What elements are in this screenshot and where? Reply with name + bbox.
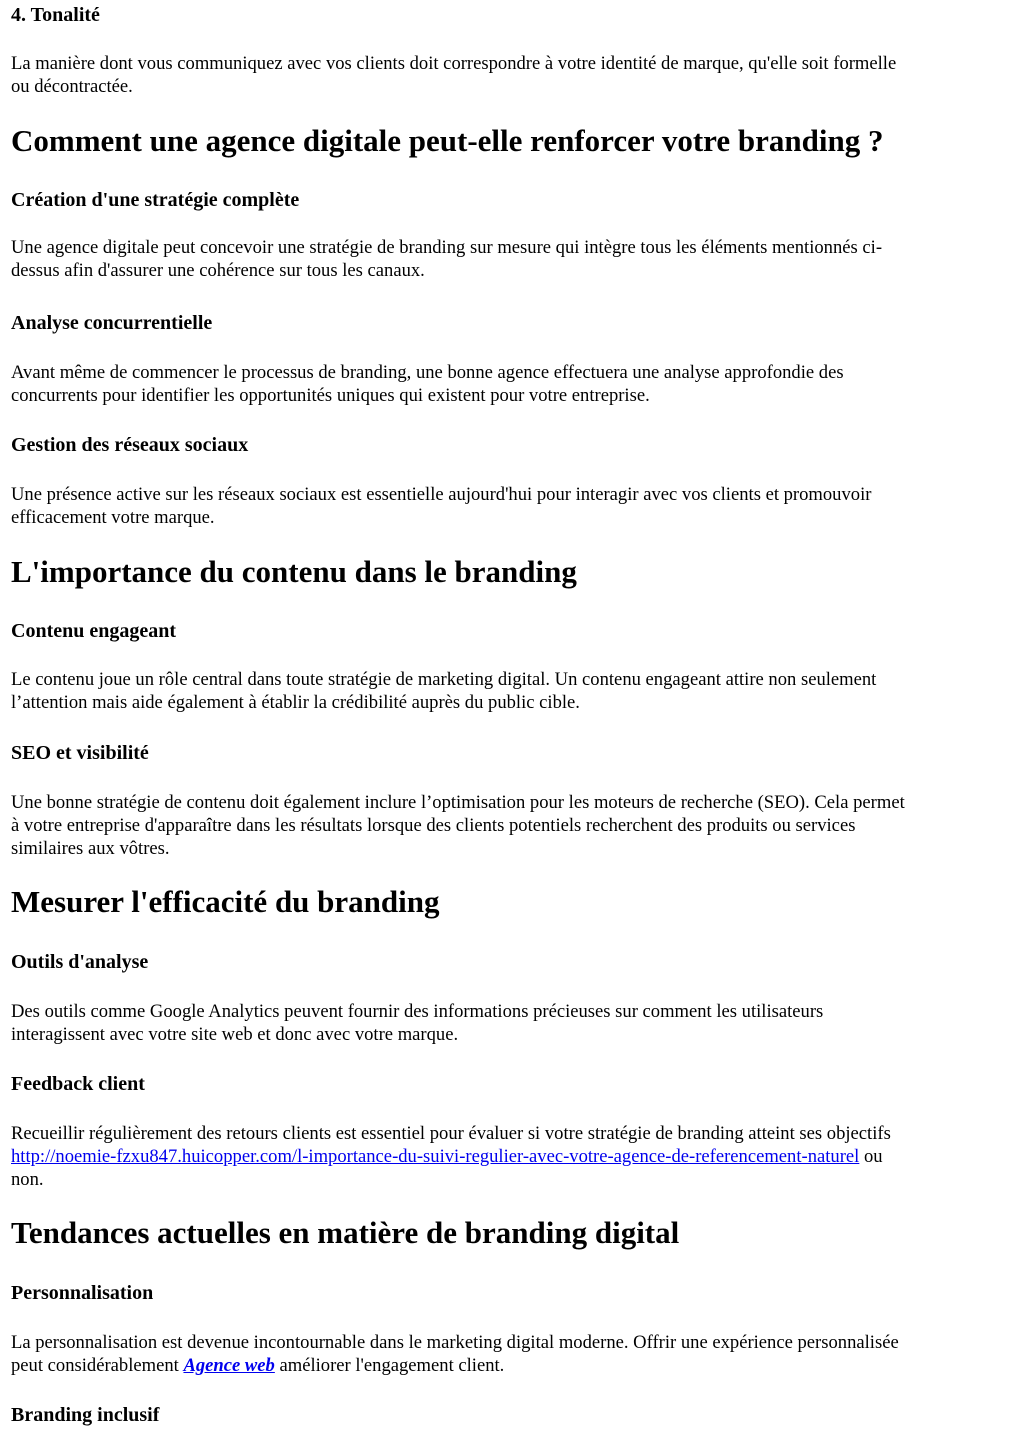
section-heading-contenu: L'importance du contenu dans le branding bbox=[11, 554, 577, 589]
paragraph-concurrence-2: concurrents pour identifier les opportunités uniques qui existent pour votre entreprise. bbox=[11, 385, 650, 406]
personnalisation-prefix: peut considérablement bbox=[11, 1355, 184, 1376]
paragraph-personnalisation-1: La personnalisation est devenue incontournable dans le marketing digital moderne. Offrir une expérience personnalisée bbox=[11, 1332, 899, 1353]
heading-inclusif: Branding inclusif bbox=[11, 1404, 160, 1426]
heading-engageant: Contenu engageant bbox=[11, 620, 177, 642]
heading-feedback: Feedback client bbox=[11, 1073, 145, 1095]
paragraph-feedback-3: non. bbox=[11, 1169, 44, 1190]
paragraph-reseaux-2: efficacement votre marque. bbox=[11, 507, 215, 528]
heading-seo: SEO et visibilité bbox=[11, 742, 149, 764]
heading-reseaux: Gestion des réseaux sociaux bbox=[11, 434, 249, 456]
paragraph-tonalite-2: ou décontractée. bbox=[11, 76, 133, 97]
paragraph-personnalisation-2 bbox=[11, 1354, 504, 1377]
personnalisation-suffix: améliorer l'engagement client. bbox=[274, 1355, 505, 1376]
paragraph-feedback-1: Recueillir régulièrement des retours clients est essentiel pour évaluer si votre stratégie de branding atteint ses objectifs bbox=[11, 1123, 891, 1144]
heading-concurrence: Analyse concurrentielle bbox=[11, 312, 213, 334]
paragraph-reseaux-1: Une présence active sur les réseaux sociaux est essentielle aujourd'hui pour interagir avec vos clients et promouvoir bbox=[11, 484, 872, 505]
paragraph-outils-1: Des outils comme Google Analytics peuvent fournir des informations précieuses sur comment les utilisateurs bbox=[11, 1001, 824, 1022]
feedback-link-suffix: ou bbox=[859, 1146, 883, 1167]
paragraph-seo-3: similaires aux vôtres. bbox=[11, 838, 170, 859]
paragraph-tonalite-1: La manière dont vous communiquez avec vos clients doit correspondre à votre identité de marque, qu'elle soit formelle bbox=[11, 53, 897, 74]
heading-outils: Outils d'analyse bbox=[11, 951, 149, 973]
paragraph-seo-2: à votre entreprise d'apparaître dans les résultats lorsque des clients potentiels recherchent des produits ou services bbox=[11, 815, 856, 836]
paragraph-outils-2: interagissent avec votre site web et donc avec votre marque. bbox=[11, 1024, 459, 1045]
section-heading-agence: Comment une agence digitale peut-elle renforcer votre branding ? bbox=[11, 123, 884, 158]
section-heading-mesurer: Mesurer l'efficacité du branding bbox=[11, 884, 440, 919]
paragraph-seo-1: Une bonne stratégie de contenu doit également inclure l’optimisation pour les moteurs de recherche (SEO). Cela permet bbox=[11, 792, 905, 813]
paragraph-strategie-1: Une agence digitale peut concevoir une stratégie de branding sur mesure qui intègre tous les éléments mentionnés ci- bbox=[11, 237, 883, 258]
heading-strategie: Création d'une stratégie complète bbox=[11, 189, 300, 211]
paragraph-strategie-2: dessus afin d'assurer une cohérence sur tous les canaux. bbox=[11, 260, 425, 281]
heading-tonalite: 4. Tonalité bbox=[11, 4, 100, 26]
agence-web-link[interactable]: Agence web bbox=[183, 1355, 275, 1376]
section-heading-tendances: Tendances actuelles en matière de branding digital bbox=[11, 1215, 680, 1250]
paragraph-feedback-2 bbox=[11, 1145, 883, 1168]
feedback-link[interactable]: http://noemie-fzxu847.huicopper.com/l-importance-du-suivi-regulier-avec-votre-agence-de-referencement-naturel bbox=[11, 1146, 860, 1167]
heading-personnalisation: Personnalisation bbox=[11, 1282, 154, 1304]
paragraph-engageant-2: l’attention mais aide également à établir la crédibilité auprès du public cible. bbox=[11, 692, 580, 713]
paragraph-concurrence-1: Avant même de commencer le processus de branding, une bonne agence effectuera une analyse approfondie des bbox=[11, 362, 844, 383]
paragraph-engageant-1: Le contenu joue un rôle central dans toute stratégie de marketing digital. Un contenu engageant attire non seulement bbox=[11, 669, 877, 690]
